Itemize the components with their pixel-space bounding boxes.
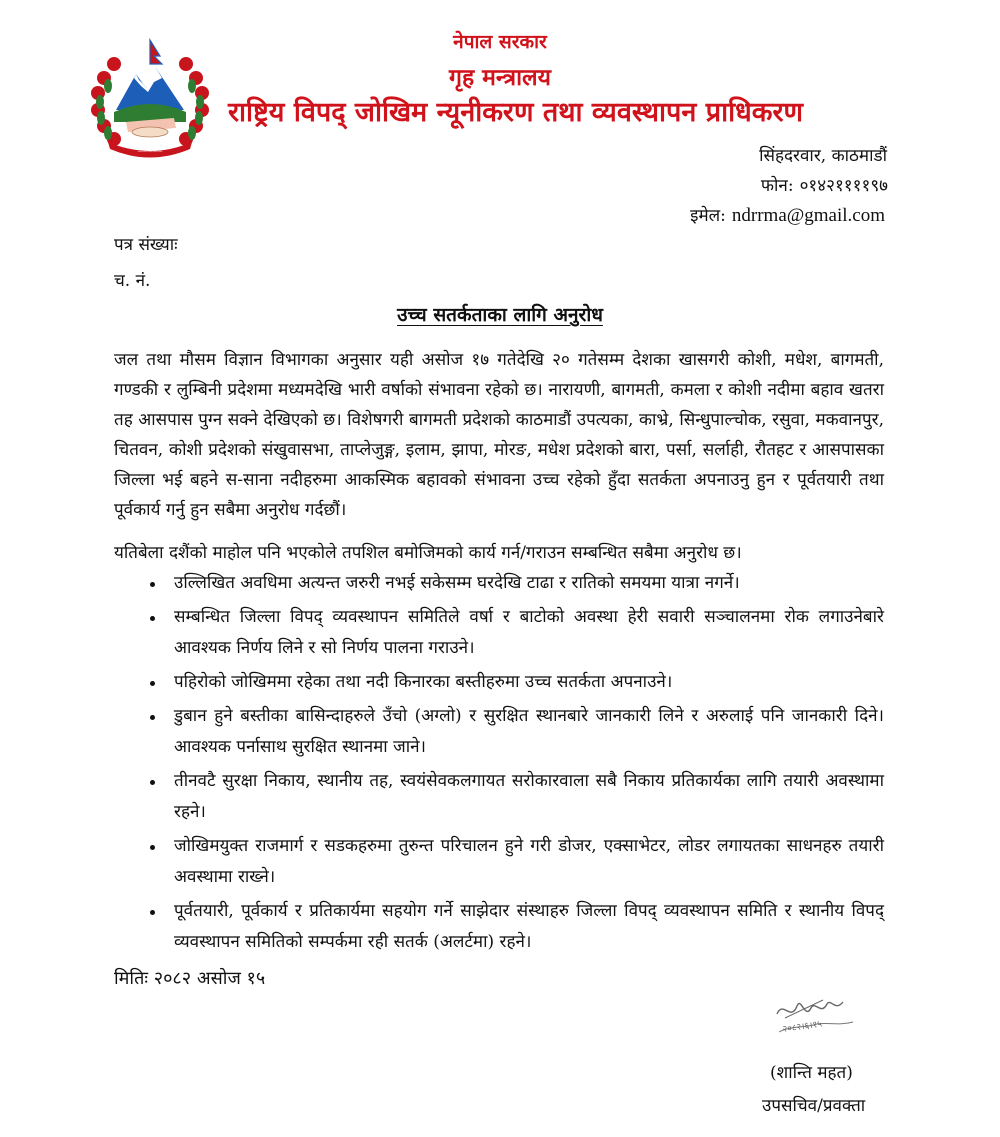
bullet-icon (150, 582, 155, 587)
handwritten-signature-icon (765, 992, 865, 1042)
bullet-icon (150, 845, 155, 850)
letter-date: मितिः २०८२ असोज १५ (114, 968, 266, 989)
phone-label: फोन: (760, 176, 794, 196)
svg-text:—————: ————— (137, 149, 163, 155)
body-paragraph-2: यतिबेला दशैंको माहोल पनि भएकोले तपशिल बमोजिमको कार्य गर्न/गराउन सम्बन्धित सबैमा अनुरोध छ। (114, 543, 742, 563)
list-item (114, 831, 884, 893)
list-item (114, 667, 884, 698)
list-item (114, 701, 884, 763)
bullet-icon (150, 715, 155, 720)
bullet-icon (150, 681, 155, 686)
ministry-heading: गृह मन्त्रालय (449, 64, 551, 91)
nepal-government-emblem-icon (86, 38, 214, 158)
list-item (114, 766, 884, 828)
authority-heading: राष्ट्रिय विपद् जोखिम न्यूनीकरण तथा व्यवस्थापन प्राधिकरण (228, 97, 804, 128)
list-item-text: तीनवटै सुरक्षा निकाय, स्थानीय तह, स्वयंसेवकलगायत सरोकारवाला सबै निकाय प्रतिकार्यका लागि तयारी अवस्थामा रहने। (174, 771, 884, 822)
letter-number-label: पत्र संख्याः (114, 235, 178, 255)
dispatch-number-label: च. नं. (114, 271, 151, 291)
phone-value: ०१४२११११९७ (799, 176, 888, 196)
body-paragraph-1: जल तथा मौसम विज्ञान विभागका अनुसार यही असोज १७ गतेदेखि २० गतेसम्म देशका खासगरी कोशी, मधेश, बागमती, गण्डकी र लुम्बिनी प्रदेशमा मध्यमदेखि भारी वर्षाको संभावना रहेको छ। नारायणी, बागमती, कमला र कोशी नदीमा बहाव खतरा तह आसपास पुग्न सक्ने देखिएको छ। विशेषगरी बागमती प्रदेशको काठमाडौं उपत्यका, काभ्रे, सिन्धुपाल्चोक, रसुवा, मकवानपुर, चितवन, कोशी प्रदेशको संखुवासभा, ताप्लेजुङ्ग, इलाम, झापा, मोरङ, मधेश प्रदेशको बारा, पर्सा, सर्लाही, रौतहट र आसपासका जिल्ला भई बहने स-साना नदीहरुमा आकस्मिक बहावको संभावना उच्च रहेको हुँदा सतर्कता अपनाउनु हुन र पूर्वतयारी तथा पूर्वकार्य गर्नु हुन सबैमा अनुरोध गर्दछौं। (114, 350, 884, 520)
list-item-text: उल्लिखित अवधिमा अत्यन्त जरुरी नभई सकेसम्म घरदेखि टाढा र रातिको समयमा यात्रा नगर्ने। (174, 573, 740, 593)
list-item (114, 568, 884, 599)
list-item (114, 602, 884, 664)
svg-text:२०८२।६।१५: २०८२।६।१५ (782, 1019, 823, 1035)
phone-line (761, 173, 888, 196)
email-label: इमेल: (690, 206, 726, 226)
email-line (690, 203, 885, 227)
signatory-name: (शान्ति महत) (770, 1063, 853, 1083)
list-item-text: पहिरोको जोखिममा रहेका तथा नदी किनारका बस्तीहरुमा उच्च सतर्कता अपनाउने। (174, 672, 673, 692)
list-item-text: डुबान हुने बस्तीका बासिन्दाहरुले उँचो (अग्लो) र सुरक्षित स्थानबारे जानकारी लिने र अरुलाई पनि जानकारी दिने। आवश्यक पर्नासाथ सुरक्षित स्थानमा जाने। (174, 706, 884, 757)
bullet-icon (150, 910, 155, 915)
signatory-title: उपसचिव/प्रवक्ता (762, 1096, 866, 1116)
list-item-text: जोखिमयुक्त राजमार्ग र सडकहरुमा तुरुन्त परिचालन हुने गरी डोजर, एक्साभेटर, लोडर लगायतका साधनहरु तयारी अवस्थामा राख्ने। (174, 836, 884, 887)
subject-line: उच्च सतर्कताका लागि अनुरोध (397, 304, 603, 326)
email-value: ndrrma@gmail.com (731, 205, 885, 226)
list-item-text: सम्बन्धित जिल्ला विपद् व्यवस्थापन समितिले वर्षा र बाटोको अवस्था हेरी सवारी सञ्चालनमा रोक लगाउनेबारे आवश्यक निर्णय लिने र सो निर्णय पालना गराउने। (174, 607, 884, 658)
bullet-icon (150, 616, 155, 621)
government-heading: नेपाल सरकार (453, 31, 547, 53)
bullet-icon (150, 780, 155, 785)
instruction-list (114, 568, 884, 961)
list-item (114, 896, 884, 958)
list-item-text: पूर्वतयारी, पूर्वकार्य र प्रतिकार्यमा सहयोग गर्ने साझेदार संस्थाहरु जिल्ला विपद् व्यवस्थापन समिति र स्थानीय विपद् व्यवस्थापन समितिको सम्पर्कमा रही सतर्क (अलर्टमा) रहने। (174, 901, 884, 952)
office-address: सिंहदरवार, काठमाडौं (759, 146, 887, 166)
